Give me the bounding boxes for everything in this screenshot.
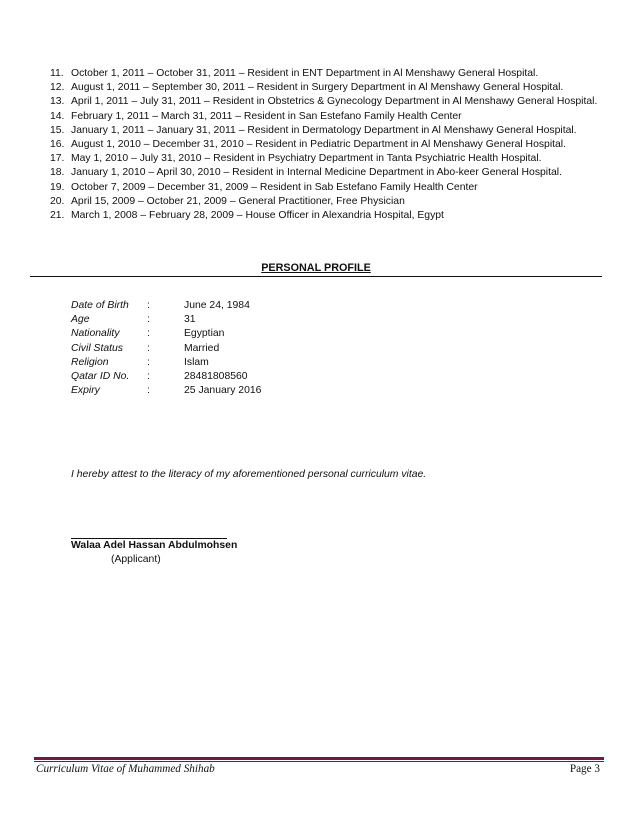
profile-label: Age	[71, 314, 90, 326]
list-item-number: 15.	[50, 124, 65, 136]
list-item	[44, 195, 604, 209]
list-item-text: October 1, 2011 – October 31, 2011 – Resident in ENT Department in Al Menshawy General Hospital.	[71, 68, 539, 79]
profile-value: Married	[184, 342, 220, 354]
list-item	[44, 152, 604, 166]
list-item-number: 19.	[50, 181, 65, 193]
profile-label: Nationality	[71, 328, 120, 340]
list-item-number: 14.	[50, 110, 65, 122]
list-item	[44, 209, 604, 223]
signatory-role: (Applicant)	[111, 554, 161, 565]
list-item	[44, 166, 604, 180]
list-item	[44, 124, 604, 138]
list-item-text: January 1, 2011 – January 31, 2011 – Resident in Dermatology Department in Al Menshawy General Hospital.	[71, 124, 577, 136]
signatory-name: Walaa Adel Hassan Abdulmohsen	[71, 540, 238, 551]
list-item-text: May 1, 2010 – July 31, 2010 – Resident in Psychiatry Department in Tanta Psychiatric Health Hospital.	[71, 153, 542, 165]
profile-value: June 24, 1984	[184, 300, 250, 311]
profile-value: 31	[184, 314, 196, 326]
list-item-text: April 15, 2009 – October 21, 2009 – General Practitioner, Free Physician	[71, 195, 405, 207]
profile-value: Islam	[184, 356, 209, 368]
section-divider	[30, 276, 602, 277]
profile-separator: :	[147, 370, 150, 382]
profile-separator: :	[147, 328, 150, 340]
list-item-number: 16.	[50, 139, 65, 151]
list-item-number: 13.	[50, 96, 65, 108]
list-item-text: January 1, 2010 – April 30, 2010 – Resident in Internal Medicine Department in Abo-keer General Hospital.	[71, 167, 562, 179]
footer-divider-thin	[34, 761, 604, 762]
list-item-text: August 1, 2011 – September 30, 2011 – Resident in Surgery Department in Al Menshawy General Hospital.	[71, 82, 564, 94]
list-item-text: August 1, 2010 – December 31, 2010 – Resident in Pediatric Department in Al Menshawy General Hospital.	[71, 139, 566, 151]
profile-label: Date of Birth	[71, 300, 129, 311]
list-item-text: October 7, 2009 – December 31, 2009 – Resident in Sab Estefano Family Health Center	[71, 181, 478, 193]
list-item	[44, 81, 604, 95]
signature-line	[71, 538, 227, 539]
profile-separator: :	[147, 314, 150, 326]
profile-value: Egyptian	[184, 328, 225, 340]
section-title-personal-profile: PERSONAL PROFILE	[261, 262, 371, 274]
footer-divider-thick	[34, 757, 604, 760]
list-item	[44, 138, 604, 152]
list-item	[44, 67, 604, 81]
list-item-text: April 1, 2011 – July 31, 2011 – Resident in Obstetrics & Gynecology Department in Al Menshawy General Hospital.	[71, 96, 598, 108]
list-item-number: 20.	[50, 195, 65, 207]
list-item-number: 18.	[50, 167, 65, 179]
attestation-statement: I hereby attest to the literacy of my aforementioned personal curriculum vitae.	[71, 469, 427, 480]
profile-value: 28481808560	[184, 370, 248, 382]
profile-label: Qatar ID No.	[71, 370, 130, 382]
profile-label: Civil Status	[71, 342, 123, 354]
profile-separator: :	[147, 300, 150, 311]
list-item	[44, 181, 604, 195]
list-item	[44, 95, 604, 109]
profile-label: Expiry	[71, 385, 100, 397]
list-item-number: 21.	[50, 210, 65, 222]
footer-page-number: Page 3	[569, 763, 600, 775]
list-item	[44, 110, 604, 124]
profile-value: 25 January 2016	[184, 385, 262, 397]
list-item-number: 12.	[50, 82, 65, 94]
profile-separator: :	[147, 356, 150, 368]
footer-document-title: Curriculum Vitae of Muhammed Shihab	[36, 763, 215, 775]
list-item-text: February 1, 2011 – March 31, 2011 – Resident in San Estefano Family Health Center	[71, 110, 462, 122]
profile-separator: :	[147, 342, 150, 354]
list-item-number: 11.	[50, 68, 64, 79]
profile-label: Religion	[71, 356, 109, 368]
list-item-text: March 1, 2008 – February 28, 2009 – House Officer in Alexandria Hospital, Egypt	[71, 210, 444, 222]
list-item-number: 17.	[50, 153, 65, 165]
profile-separator: :	[147, 385, 150, 397]
experience-list	[44, 67, 604, 223]
